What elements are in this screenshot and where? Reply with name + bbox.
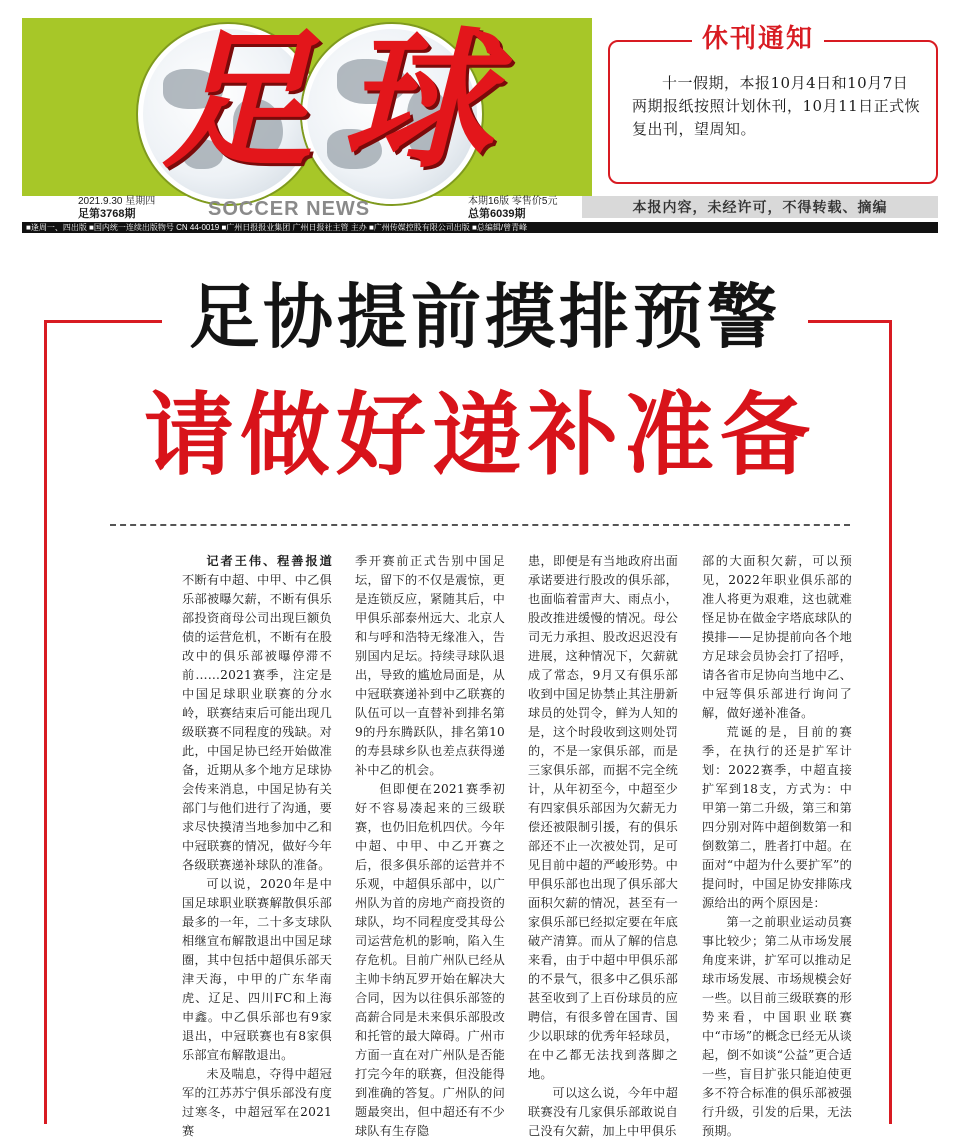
english-title: SOCCER NEWS — [208, 198, 371, 220]
issue-line: 足第3768期 — [78, 208, 136, 220]
paragraph: 第一之前职业运动员赛事比较少；第二从市场发展角度来讲，扩军可以推动足球市场发展、市场规模会好一些。以目前三级联赛的形势来看，中国职业联赛中“市场”的概念已经无从谈起，倒不如谈“公益”更合适一些，盲目扩张只能迫使更多不符合标准的俱乐部被强行升级，引发的后果，无法预期。 — [702, 915, 852, 1138]
dashed-divider — [110, 524, 850, 526]
frame-line — [808, 320, 892, 323]
article-column-1 — [182, 552, 332, 1138]
date-line: 2021.9.30 星期四 — [78, 196, 156, 207]
paragraph: 患，即便是有当地政府出面承诺要进行股改的俱乐部，也面临着雷声大、雨点小，股改推进缓慢的情况。母公司无力承担、股改迟迟没有进展，这种情况下，欠薪就成了常态，9月又有俱乐部收到中国足协禁止其注册新球员的处罚令，鲜为人知的是，这个时段收到这则处罚的，不是一家俱乐部，而是三家俱乐部，而据不完全统计，从年初至今，中超至少有四家俱乐部因为欠薪无力偿还被限制引援，有的俱乐部还不止一次被处罚，足可见目前中超的严峻形势。中甲俱乐部也出现了俱乐部大面积欠薪的情况，甚至有一家俱乐部已经拟定要在年底破产清算。而从了解的信息来看，由于中超中甲俱乐部的不景气，很多中乙俱乐部甚至收到了上百份球员的应聘信，有很多曾在国青、国少以职球的优秀年轻球员，在中乙都无法找到落脚之地。 — [528, 554, 678, 1081]
date-issue — [78, 196, 155, 220]
paragraph: 季开赛前正式告别中国足坛，留下的不仅是震惊，更是连锁反应，紧随其后，中甲俱乐部泰州远大、北京人和与呼和浩特无缘准入，告别国内足坛。持续寻球队退出，导致的尴尬局面是，从中冠联赛递补到中乙联赛的队伍可以一直替补到排名第9的丹东腾跃队，排名第10的寿县球乡队也差点获得递补中乙的机会。 — [355, 554, 505, 777]
frame-line — [44, 320, 162, 323]
edition-info — [468, 196, 557, 220]
total-line: 总第6039期 — [468, 208, 526, 220]
frame-line — [44, 320, 47, 1124]
masthead-banner — [22, 13, 592, 196]
paragraph: 未及喘息，夺得中超冠军的江苏苏宁俱乐部没有度过寒冬，中超冠军在2021赛 — [182, 1067, 332, 1138]
headline-main: 足协提前摸排预警 — [189, 275, 781, 358]
paragraph: 但即便在2021赛季初好不容易凑起来的三级联赛，也仍旧危机四伏。今年中超、中甲、中乙开赛之后，很多俱乐部的运营并不乐观，中超俱乐部中，以广州队为首的房地产商投资的球队，均不同程度受其母公司运营危机的影响，陷入生存危机。目前广州队已经从主帅卡纳瓦罗开始在解决大合同，因为以往俱乐部签的高薪合同是未来俱乐部股改和托管的最大障碍。广州市方面一直在对广州队是否能打完今年的联赛，但没能得到准确的答复。广州队的问题最突出，但中超还有不少球队有生存隐 — [355, 782, 505, 1138]
byline: 记者王伟、程善报道 — [206, 554, 332, 568]
paragraph: 可以这么说，今年中超联赛没有几家俱乐部敢说自己没有欠薪，加上中甲俱乐 — [528, 1086, 678, 1138]
article-column-3 — [528, 552, 678, 1138]
paragraph: 不断有中超、中甲、中乙俱乐部被曝欠薪，不断有俱乐部投资商母公司出现巨额负债的运营危机，不断有在股改中的俱乐部被曝停滞不前……2021赛季，注定是中国足球职业联赛的分水岭，联赛结束后可能出现几级联赛不同程度的残缺。对此，中国足协已经开始做准备，近期从多个地方足球协会传来消息，中国足协有关部门与他们进行了沟通，要求尽快摸清当地参加中乙和中冠联赛的情况，做好今年各级联赛递补球队的准备。 — [182, 573, 332, 872]
edition-line: 本期16版 零售价5元 — [468, 196, 558, 207]
publication-info-bar: ■逢周一、四出版 ■国内统一连续出版物号 CN 44-0019 ■广州日报报业集团 广州日报社主管 主办 ■广州传媒控股有限公司出版 ■总编辑/曾青峰 — [22, 222, 938, 233]
frame-line — [889, 320, 892, 1124]
paragraph: 可以说，2020年是中国足球职业联赛解散俱乐部最多的一年，二十多支球队相继宣布解散退出中国足球圈，其中包括中超俱乐部天津天海，中甲的广东华南虎、辽足、四川FC和上海申鑫。中乙俱乐部也有9家退出，中冠联赛也有8家俱乐部宣布解散退出。 — [182, 877, 332, 1062]
logo-char-1: 足 — [162, 13, 313, 189]
logo-char-2: 球 — [342, 13, 493, 189]
article-column-2 — [355, 552, 505, 1138]
paragraph: 部的大面积欠薪，可以预见，2022年职业俱乐部的准人将更为艰难，这也就难怪足协在做金字塔底球队的摸排——足协提前向各个地方足球会员协会打了招呼，请各省市足协向当地中乙、中冠等俱乐部进行询问了解，做好递补准备。 — [702, 554, 852, 720]
rights-notice: 本报内容，未经许可，不得转载、摘编 — [582, 196, 938, 218]
notice-body: 十一假期，本报10月4日和10月7日两期报纸按照计划休刊，10月11日正式恢复出刊，望周知。 — [632, 74, 921, 138]
headline-sub: 请做好递补准备 — [144, 382, 816, 488]
paragraph: 荒诞的是，目前的赛季，在执行的还是扩军计划：2022赛季，中超直接扩军到18支，方式为：中甲第一第二升级，第三和第四分别对阵中超倒数第一和倒数第二，胜者打中超。在面对“中超为什么要扩军”的提问时，中国足协安排陈戌源给出的两个原因是： — [702, 725, 852, 910]
notice-title: 休刊通知 — [692, 22, 824, 56]
article-column-4 — [702, 552, 852, 1138]
